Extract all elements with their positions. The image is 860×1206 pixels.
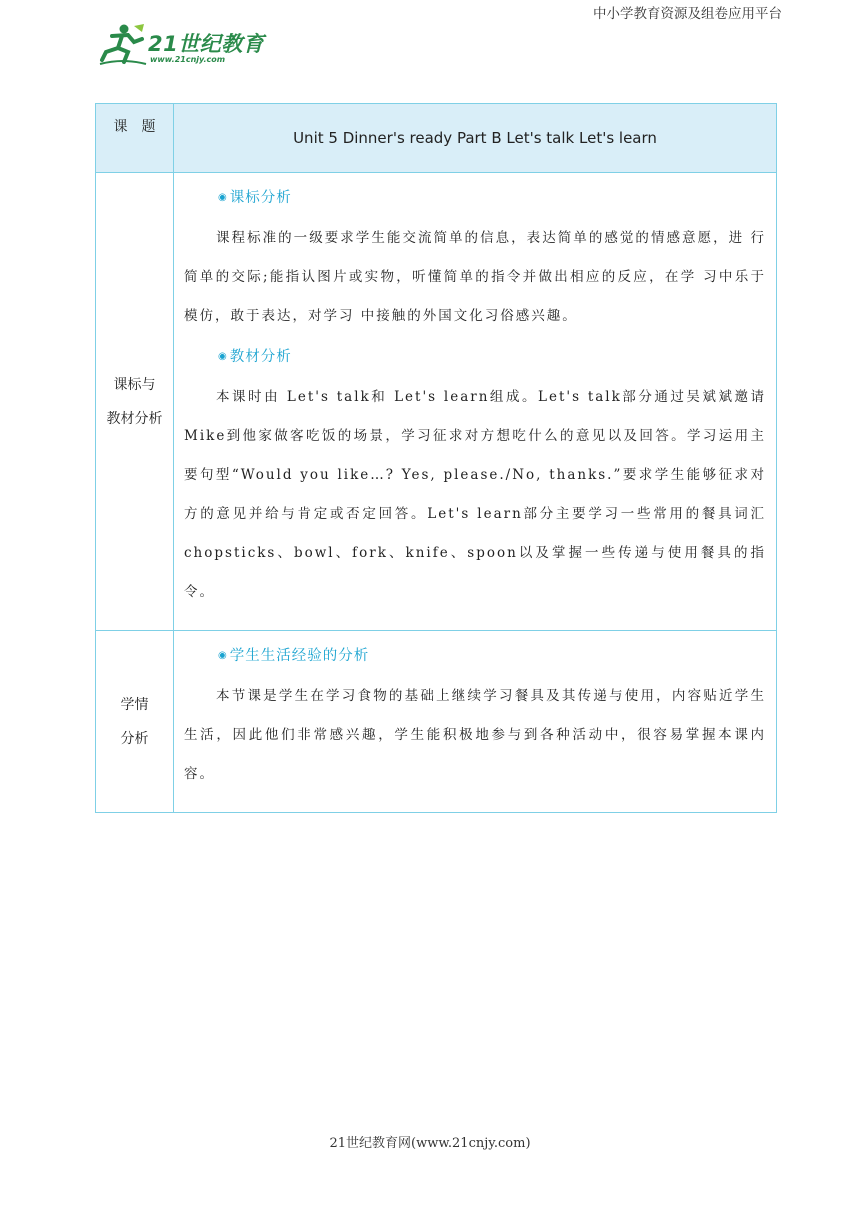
title-row [96, 104, 777, 173]
site-logo[interactable] [98, 22, 278, 68]
learner-analysis-content [174, 631, 777, 813]
bullet-icon: ◉ [218, 650, 228, 661]
learner-analysis-row [96, 631, 777, 813]
section-body: 本课时由 Let's talk和 Let's learn组成。Let's talk部分通过吴斌斌邀请Mike到他家做客吃饭的场景，学习征求对方想吃什么的意见以及回答。学习运用主要句型“Would you like…? Yes, please./No, thanks.”要求学生能够征求对方的意见并给与肯定或否定回答。Let's learn部分主要学习一些常用的餐具词汇 chopsticks、bowl、fork、knife、spoon以及掌握一些传递与使用餐具的指令。 [184, 389, 766, 600]
label-line: 教材分析 [106, 410, 163, 427]
runner-logo-icon [98, 22, 148, 68]
label-line: 分析 [120, 730, 149, 747]
section-body: 课程标准的一级要求学生能交流简单的信息，表达简单的感觉的情感意愿，进 行简单的交际;能指认图片或实物，听懂简单的指令并做出相应的反应，在学 习中乐于模仿，敢于表达，对学习 中接触的外国文化习俗感兴趣。 [184, 230, 766, 324]
section-heading: ◉ 教材分析 [218, 349, 292, 365]
bullet-icon: ◉ [218, 192, 228, 203]
learner-analysis-label [96, 631, 174, 813]
logo-name: 21世纪教育 [148, 32, 265, 56]
lesson-title: Unit 5 Dinner's ready Part B Let's talk Let's learn [174, 104, 777, 173]
section-heading: ◉ 课标分析 [218, 190, 292, 206]
logo-url: www.21cnjy.com [150, 55, 226, 64]
bullet-icon: ◉ [218, 351, 228, 362]
footer-text: 21世纪教育网(www.21cnjy.com) [329, 1136, 531, 1151]
platform-name: 中小学教育资源及组卷应用平台 [593, 6, 782, 22]
curriculum-analysis-row [96, 173, 777, 631]
label-line: 课标与 [113, 376, 156, 393]
curriculum-analysis-content [174, 173, 777, 631]
section-heading: ◉ 学生生活经验的分析 [218, 648, 370, 664]
label-line: 学情 [120, 696, 149, 713]
section-body: 本节课是学生在学习食物的基础上继续学习餐具及其传递与使用，内容贴近学生生活，因此他们非常感兴趣，学生能积极地参与到各种活动中，很容易掌握本课内容。 [184, 688, 766, 782]
curriculum-analysis-label [96, 173, 174, 631]
title-label: 课 题 [96, 104, 174, 173]
lesson-plan-table [95, 103, 777, 813]
